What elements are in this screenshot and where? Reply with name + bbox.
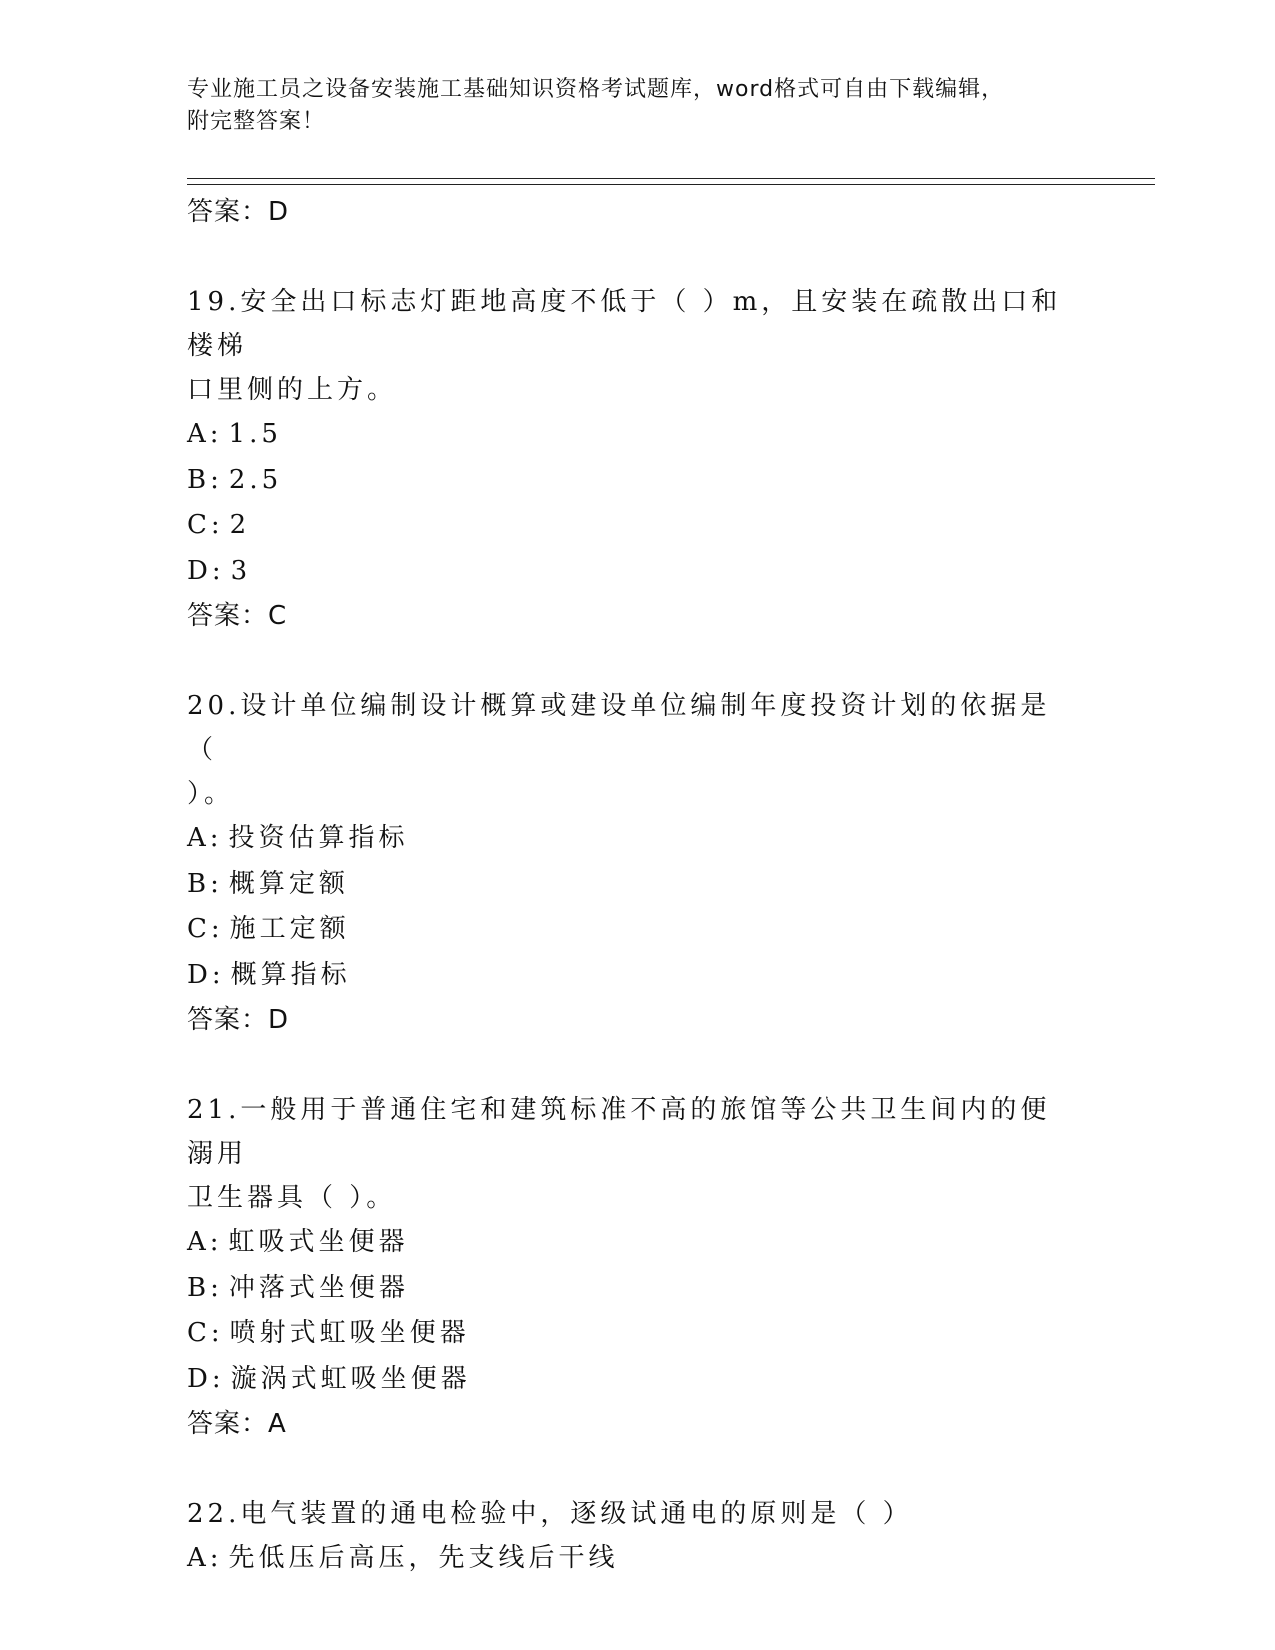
document-header bbox=[187, 74, 1087, 138]
option-letter: B bbox=[187, 464, 211, 495]
question-stem bbox=[187, 684, 1067, 816]
option-d: D: 3 bbox=[187, 555, 252, 586]
option-letter: D bbox=[187, 1363, 212, 1394]
option-c: C: 2 bbox=[187, 510, 251, 540]
question-stem-line: 22.电气装置的通电检验中，逐级试通电的原则是（ ） bbox=[187, 1499, 913, 1529]
option-text: 投资估算指标 bbox=[228, 823, 409, 853]
question-21 bbox=[187, 1088, 1087, 1446]
option-b: B: 概算定额 bbox=[187, 868, 349, 899]
option-text: 概算定额 bbox=[228, 868, 349, 899]
option-b: B: 冲落式坐便器 bbox=[187, 1272, 409, 1303]
option-text: 漩涡式虹吸坐便器 bbox=[230, 1363, 471, 1394]
question-stem-line: ）。 bbox=[187, 779, 235, 809]
option-text: 2.5 bbox=[228, 464, 283, 495]
question-20 bbox=[187, 684, 1087, 1042]
option-a: A: 虹吸式坐便器 bbox=[187, 1227, 409, 1257]
header-line-1: 专业施工员之设备安装施工基础知识资格考试题库，word格式可自由下载编辑， bbox=[187, 77, 1005, 102]
question-stem-line: 19.安全出口标志灯距地高度不低于（ ）m，且安装在疏散出口和楼梯 bbox=[187, 287, 1062, 361]
option-b: B: 2.5 bbox=[187, 464, 283, 495]
option-d: D: 漩涡式虹吸坐便器 bbox=[187, 1363, 471, 1394]
question-stem-line: 卫生器具（ ）。 bbox=[187, 1183, 397, 1213]
option-text: 施工定额 bbox=[229, 914, 350, 944]
question-19 bbox=[187, 280, 1087, 638]
option-letter: D bbox=[187, 959, 212, 990]
option-text: 虹吸式坐便器 bbox=[228, 1227, 409, 1257]
option-letter: B bbox=[187, 1272, 211, 1303]
option-c: C: 施工定额 bbox=[187, 914, 350, 944]
answer-label: 答案：D bbox=[187, 1005, 290, 1035]
question-22 bbox=[187, 1492, 1087, 1582]
answer-label: 答案：D bbox=[187, 197, 290, 227]
option-a: A: 1.5 bbox=[187, 419, 282, 449]
option-text: 冲落式坐便器 bbox=[228, 1272, 409, 1303]
question-stem-line: 21.一般用于普通住宅和建筑标准不高的旅馆等公共卫生间内的便溺用 bbox=[187, 1095, 1051, 1169]
option-letter: C bbox=[187, 914, 211, 944]
option-letter: A bbox=[187, 1227, 210, 1257]
question-stem-line: 口里侧的上方。 bbox=[187, 375, 398, 405]
option-letter: D bbox=[187, 555, 212, 586]
option-text: 喷射式虹吸坐便器 bbox=[229, 1318, 470, 1348]
option-letter: A bbox=[187, 419, 210, 449]
option-letter: C bbox=[187, 510, 211, 540]
option-letter: B bbox=[187, 868, 211, 899]
option-a: A: 投资估算指标 bbox=[187, 823, 409, 853]
option-a: A: 先低压后高压，先支线后干线 bbox=[187, 1543, 619, 1573]
option-letter: C bbox=[187, 1318, 211, 1348]
question-list bbox=[187, 190, 1087, 1582]
header-line-2: 附完整答案！ bbox=[187, 109, 326, 134]
answer-label: 答案：A bbox=[187, 1409, 287, 1439]
question-stem bbox=[187, 1088, 1067, 1220]
question-stem bbox=[187, 280, 1067, 412]
question-stem bbox=[187, 1492, 1067, 1536]
answer-label: 答案：C bbox=[187, 601, 288, 631]
option-text: 概算指标 bbox=[230, 959, 351, 990]
option-letter: A bbox=[187, 1543, 210, 1573]
option-text: 1.5 bbox=[228, 419, 282, 449]
question-stem-line: 20.设计单位编制设计概算或建设单位编制年度投资计划的依据是（ bbox=[187, 691, 1051, 765]
option-text: 2 bbox=[229, 510, 251, 540]
option-c: C: 喷射式虹吸坐便器 bbox=[187, 1318, 470, 1348]
option-text: 先低压后高压，先支线后干线 bbox=[228, 1543, 619, 1573]
option-text: 3 bbox=[230, 555, 252, 586]
header-divider bbox=[187, 178, 1155, 185]
option-letter: A bbox=[187, 823, 210, 853]
option-d: D: 概算指标 bbox=[187, 959, 351, 990]
